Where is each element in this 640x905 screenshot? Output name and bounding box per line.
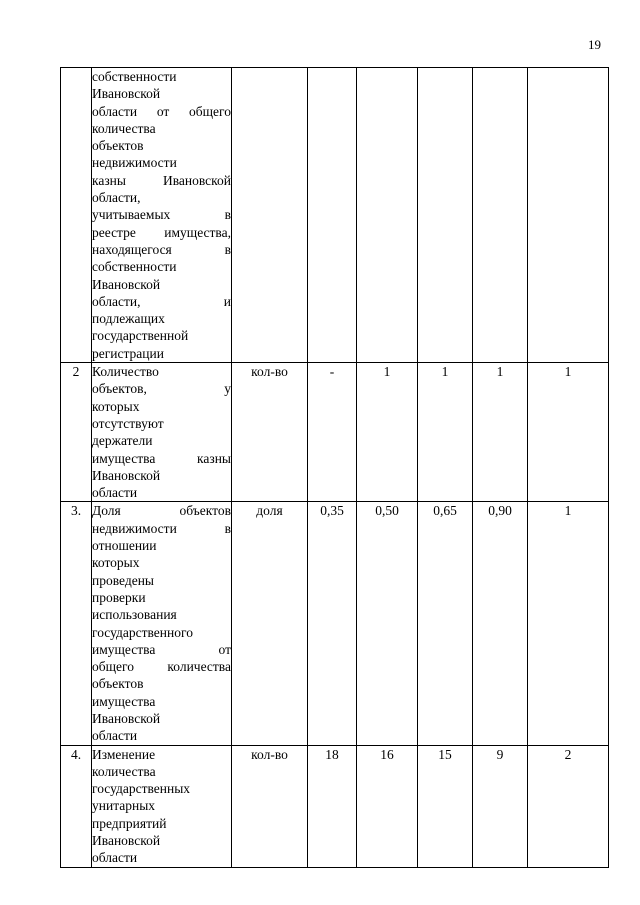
indicator-name-line: общего количества [92, 659, 231, 675]
indicator-name-line: Изменение [92, 746, 156, 762]
value-cell [473, 68, 528, 363]
table-row [61, 363, 609, 502]
indicator-name-line: области [92, 485, 138, 501]
indicator-name-line: Ивановской [92, 710, 161, 726]
indicator-name-line: области, и [92, 293, 231, 309]
indicator-name-line: имущества [92, 693, 156, 709]
row-number-cell: 4. [61, 745, 92, 867]
indicator-name-line: государственной [92, 328, 189, 344]
value-cell [357, 68, 418, 363]
indicator-name-line: Ивановской [92, 276, 161, 292]
indicator-name-line: области [92, 728, 138, 744]
indicator-name-line: находящегося в [92, 241, 231, 257]
indicator-name-line: держатели [92, 433, 153, 449]
value-cell: 0,90 [473, 502, 528, 745]
unit-cell: доля [232, 502, 308, 745]
value-cell: 0,65 [418, 502, 473, 745]
indicator-name-line: количества [92, 763, 156, 779]
indicator-name-line: Ивановской [92, 86, 161, 102]
value-cell: 1 [418, 363, 473, 502]
table-row [61, 68, 609, 363]
indicator-name-line: недвижимости в [92, 520, 231, 536]
indicator-name-cell [92, 68, 232, 363]
indicator-name-line: подлежащих [92, 311, 165, 327]
indicator-name-line: унитарных [92, 798, 156, 814]
indicator-name-line: использования [92, 607, 177, 623]
unit-cell: кол-во [232, 745, 308, 867]
indicator-name-cell [92, 745, 232, 867]
value-cell: 1 [528, 363, 609, 502]
indicator-name-line: регистрации [92, 345, 164, 361]
indicator-name-line: собственности [92, 259, 177, 275]
indicator-name-line: государственных [92, 781, 191, 797]
value-cell: 18 [308, 745, 357, 867]
value-cell: 16 [357, 745, 418, 867]
indicator-name-line: объектов, у [92, 381, 231, 397]
value-cell [418, 68, 473, 363]
indicator-name-line: Ивановской [92, 467, 161, 483]
value-cell [528, 68, 609, 363]
indicator-name-line: количества [92, 120, 156, 136]
value-cell: 9 [473, 745, 528, 867]
indicator-name-line: имущества казны [92, 450, 231, 466]
table-body [61, 68, 609, 868]
indicator-name-line: реестре имущества, [92, 224, 231, 240]
indicator-name-line: недвижимости [92, 155, 177, 171]
value-cell: 0,50 [357, 502, 418, 745]
indicator-name-line: проверки [92, 589, 146, 605]
table-row [61, 745, 609, 867]
page-number: 19 [588, 37, 601, 52]
indicator-name-cell [92, 502, 232, 745]
indicator-name-line: Количество [92, 364, 159, 380]
indicator-name-line: отношении [92, 538, 157, 554]
indicator-name-line: проведены [92, 572, 154, 588]
indicator-name-cell [92, 363, 232, 502]
indicator-name-line: собственности [92, 69, 177, 84]
value-cell: 1 [528, 502, 609, 745]
indicator-name-line: области от общего [92, 103, 231, 119]
indicators-table [60, 67, 609, 868]
value-cell: 15 [418, 745, 473, 867]
value-cell [308, 68, 357, 363]
value-cell: 0,35 [308, 502, 357, 745]
indicator-name-line: имущества от [92, 641, 231, 657]
unit-cell [232, 68, 308, 363]
table-row [61, 502, 609, 745]
indicator-name-line: Ивановской [92, 833, 161, 849]
indicator-name-line: объектов [92, 676, 144, 692]
indicator-name-line: учитываемых в [92, 207, 231, 223]
indicator-name-line: которых [92, 398, 140, 414]
indicator-name-line: предприятий [92, 815, 167, 831]
value-cell: - [308, 363, 357, 502]
indicator-name-line: казны Ивановской [92, 172, 231, 188]
indicator-name-line: Доля объектов [92, 503, 231, 519]
indicator-name-line: области [92, 850, 138, 866]
value-cell: 2 [528, 745, 609, 867]
value-cell: 1 [357, 363, 418, 502]
indicator-name-line: государственного [92, 624, 193, 640]
value-cell: 1 [473, 363, 528, 502]
indicator-name-line: которых [92, 555, 140, 571]
row-number-cell: 3. [61, 502, 92, 745]
indicator-name-line: отсутствуют [92, 415, 164, 431]
indicator-name-line: объектов [92, 138, 144, 154]
row-number-cell [61, 68, 92, 363]
row-number-cell: 2 [61, 363, 92, 502]
indicator-name-line: области, [92, 190, 141, 206]
unit-cell: кол-во [232, 363, 308, 502]
